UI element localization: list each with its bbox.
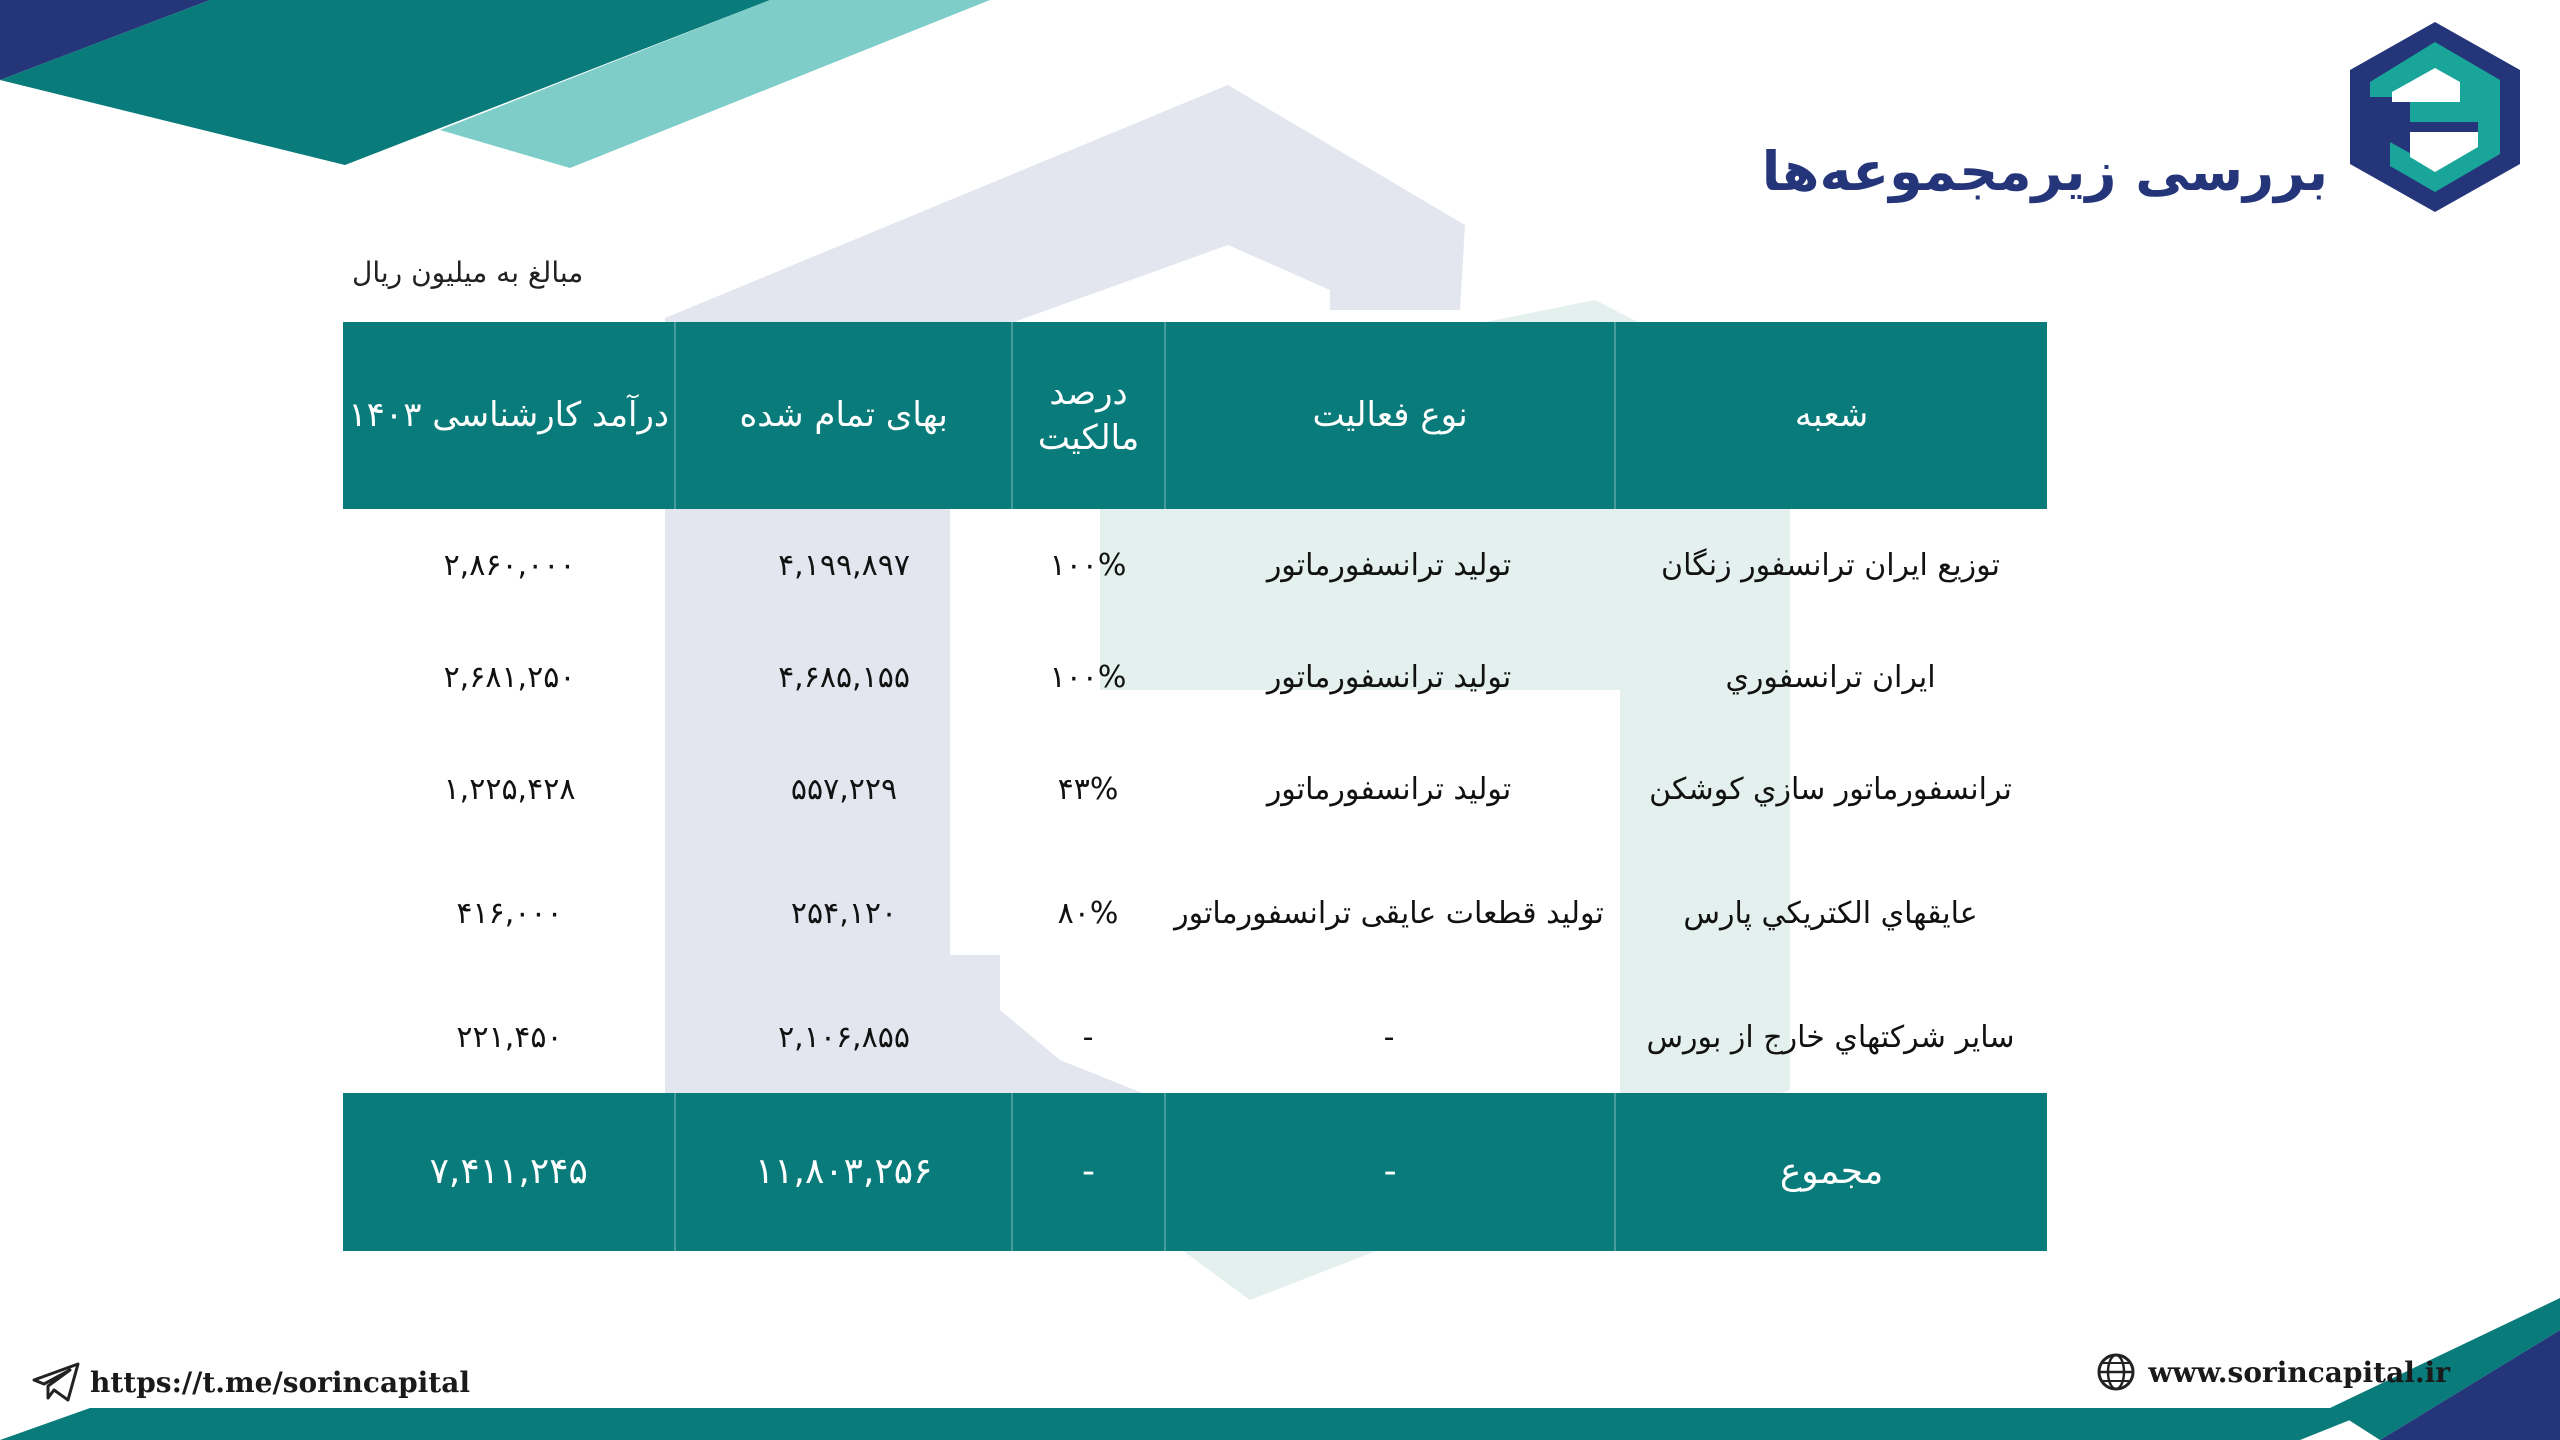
cell-revenue: ۴۱۶,۰۰۰ (456, 895, 563, 931)
cell-cost: ۵۵۷,۲۲۹ (790, 771, 898, 807)
subsidiaries-table (343, 322, 2047, 1251)
header-ownership: درصد مالکیت (1011, 322, 1164, 509)
table-header-row (343, 322, 2047, 509)
cell-branch: ایران ترانسفوري (1725, 659, 1936, 695)
cell-branch: ساير شركتهاي خارج از بورس (1646, 1019, 2015, 1055)
cell-activity: تولید ترانسفورماتور (1266, 771, 1512, 807)
cell-activity: تولید قطعات عایقی ترانسفورماتور (1174, 895, 1604, 931)
telegram-link[interactable] (32, 1362, 470, 1402)
sorin-capital-logo (2350, 22, 2520, 212)
cell-activity: تولید ترانسفورماتور (1266, 547, 1512, 583)
cell-revenue: ۲,۶۸۱,۲۵۰ (443, 659, 576, 695)
cell-branch: توزیع ایران ترانسفور زنگان (1661, 547, 2000, 583)
page-title: بررسی زیرمجموعه‌ها (1761, 140, 2328, 203)
table-row (343, 621, 2047, 733)
cell-revenue: ۲۲۱,۴۵۰ (456, 1019, 563, 1055)
paper-plane-icon (32, 1362, 80, 1402)
table-total-row (343, 1093, 2047, 1251)
cell-cost: ۲۵۴,۱۲۰ (790, 895, 898, 931)
table-row (343, 845, 2047, 981)
total-ownership: - (1011, 1093, 1164, 1251)
header-revenue: درآمد کارشناسی ۱۴۰۳ (348, 395, 670, 436)
header-cost: بهای تمام شده (674, 322, 1010, 509)
total-cost: ۱۱,۸۰۳,۲۵۶ (674, 1093, 1010, 1251)
cell-activity: - (1383, 1019, 1395, 1055)
cell-cost: ۴,۱۹۹,۸۹۷ (778, 547, 910, 583)
cell-ownership: - (1082, 1019, 1094, 1055)
total-revenue: ۷,۴۱۱,۲۴۵ (429, 1150, 588, 1192)
cell-branch: عايقهاي الكتريكي پارس (1683, 895, 1978, 931)
cell-ownership: ۸۰% (1057, 895, 1119, 931)
table-row (343, 509, 2047, 621)
cell-branch: ترانسفورماتور سازي كوشكن (1649, 771, 2012, 807)
cell-cost: ۲,۱۰۶,۸۵۵ (778, 1019, 910, 1055)
total-activity: - (1164, 1093, 1614, 1251)
cell-ownership: ۴۳% (1057, 771, 1119, 807)
cell-cost: ۴,۶۸۵,۱۵۵ (778, 659, 910, 695)
cell-activity: تولید ترانسفورماتور (1266, 659, 1512, 695)
cell-revenue: ۱,۲۲۵,۴۲۸ (443, 771, 576, 807)
table-row (343, 981, 2047, 1093)
header-branch: شعبه (1614, 322, 2047, 509)
cell-ownership: ۱۰۰% (1049, 659, 1127, 695)
total-label: مجموع (1614, 1093, 2047, 1251)
telegram-url[interactable]: https://t.me/sorincapital (90, 1365, 471, 1399)
website-url[interactable]: www.sorincapital.ir (2148, 1355, 2450, 1389)
header-activity: نوع فعالیت (1164, 322, 1614, 509)
unit-note: مبالغ به میلیون ریال (352, 256, 584, 289)
website-link[interactable] (2096, 1352, 2450, 1392)
globe-icon (2096, 1352, 2136, 1392)
table-row (343, 733, 2047, 845)
cell-revenue: ۲,۸۶۰,۰۰۰ (443, 547, 576, 583)
cell-ownership: ۱۰۰% (1049, 547, 1127, 583)
